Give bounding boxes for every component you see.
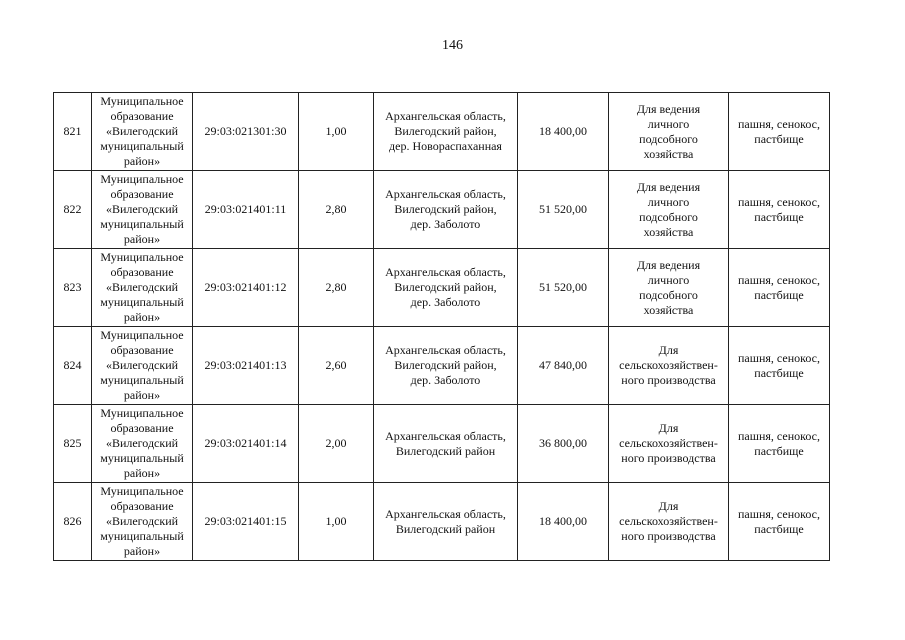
- area-cell: 1,00: [299, 93, 374, 171]
- permitted-use-line: подсобного: [639, 209, 698, 224]
- owner-cell: [92, 327, 193, 405]
- address-line: Архангельская область,: [385, 187, 506, 201]
- land-type-line: пашня, сенокос,: [738, 428, 820, 443]
- cadastral-number-cell: 29:03:021401:14: [193, 405, 299, 483]
- area-cell: 2,80: [299, 171, 374, 249]
- address-cell: [374, 405, 518, 483]
- permitted-use-cell: [609, 327, 729, 405]
- permitted-use-line: подсобного: [639, 287, 698, 302]
- owner-line: район»: [123, 232, 161, 246]
- permitted-use-line: Для: [658, 499, 679, 513]
- owner-cell: [92, 249, 193, 327]
- row-number-cell: 821: [54, 93, 92, 171]
- owner-line: Муниципальное: [100, 406, 184, 420]
- row-number-cell: 825: [54, 405, 92, 483]
- address-cell: [374, 171, 518, 249]
- permitted-use-line: личного: [647, 116, 690, 131]
- permitted-use-line: Для ведения: [636, 179, 701, 194]
- cadastral-number-cell: 29:03:021401:15: [193, 483, 299, 561]
- address-line: Вилегодский район: [395, 521, 496, 536]
- cadastral-value-cell: 51 520,00: [518, 171, 609, 249]
- owner-line: муниципальный: [100, 373, 184, 387]
- address-line: дер. Заболото: [410, 373, 481, 387]
- land-type-line: пашня, сенокос,: [738, 506, 820, 521]
- address-cell: [374, 483, 518, 561]
- permitted-use-line: ного производства: [621, 529, 716, 543]
- address-cell: [374, 93, 518, 171]
- owner-cell: [92, 405, 193, 483]
- land-type-cell: [729, 327, 830, 405]
- row-number-cell: 822: [54, 171, 92, 249]
- cadastral-number-cell: 29:03:021401:11: [193, 171, 299, 249]
- table-row: [54, 249, 830, 327]
- owner-line: район»: [123, 544, 161, 558]
- land-type-line: пашня, сенокос,: [738, 350, 820, 365]
- address-line: Архангельская область,: [385, 506, 506, 521]
- owner-line: Муниципальное: [100, 328, 184, 342]
- permitted-use-line: ного производства: [621, 373, 716, 387]
- permitted-use-line: сельскохозяйствен-: [619, 514, 718, 528]
- owner-line: «Вилегодский: [105, 280, 179, 294]
- permitted-use-line: хозяйства: [643, 146, 694, 161]
- owner-line: муниципальный: [100, 451, 184, 465]
- address-line: Вилегодский район,: [394, 280, 497, 294]
- land-type-cell: [729, 249, 830, 327]
- address-line: Архангельская область,: [385, 428, 506, 443]
- owner-line: «Вилегодский: [105, 202, 179, 216]
- page-number: 146: [442, 38, 463, 53]
- land-type-line: пастбище: [754, 521, 804, 536]
- address-line: Вилегодский район,: [394, 202, 497, 216]
- owner-line: муниципальный: [100, 295, 184, 309]
- address-line: Архангельская область,: [385, 343, 506, 357]
- permitted-use-cell: [609, 405, 729, 483]
- address-line: Архангельская область,: [385, 265, 506, 279]
- owner-cell: [92, 171, 193, 249]
- permitted-use-cell: [609, 249, 729, 327]
- owner-line: «Вилегодский: [105, 436, 179, 450]
- land-type-cell: [729, 405, 830, 483]
- address-line: дер. Новораспаханная: [389, 139, 502, 153]
- table-row: [54, 483, 830, 561]
- area-cell: 1,00: [299, 483, 374, 561]
- cadastral-value-cell: 18 400,00: [518, 93, 609, 171]
- address-line: Вилегодский район,: [394, 358, 497, 372]
- permitted-use-line: личного: [647, 272, 690, 287]
- table-row: [54, 327, 830, 405]
- permitted-use-line: подсобного: [639, 131, 698, 146]
- land-type-cell: [729, 483, 830, 561]
- address-cell: [374, 249, 518, 327]
- cadastral-value-cell: 18 400,00: [518, 483, 609, 561]
- owner-line: образование: [110, 343, 174, 357]
- owner-cell: [92, 93, 193, 171]
- land-type-line: пашня, сенокос,: [738, 194, 820, 209]
- permitted-use-line: сельскохозяйствен-: [619, 358, 718, 372]
- cadastral-value-cell: 47 840,00: [518, 327, 609, 405]
- row-number-cell: 824: [54, 327, 92, 405]
- table-row: [54, 171, 830, 249]
- owner-line: муниципальный: [100, 529, 184, 543]
- cadastral-number-cell: 29:03:021401:12: [193, 249, 299, 327]
- land-type-line: пастбище: [754, 365, 804, 380]
- land-type-line: пастбище: [754, 131, 804, 146]
- owner-line: Муниципальное: [100, 172, 184, 186]
- owner-line: «Вилегодский: [105, 514, 179, 528]
- owner-line: «Вилегодский: [105, 358, 179, 372]
- address-cell: [374, 327, 518, 405]
- owner-line: муниципальный: [100, 139, 184, 153]
- permitted-use-line: Для: [658, 343, 679, 357]
- permitted-use-line: ного производства: [621, 451, 716, 465]
- address-line: дер. Заболото: [410, 295, 481, 309]
- land-registry-table: [53, 92, 830, 561]
- row-number-cell: 826: [54, 483, 92, 561]
- owner-line: район»: [123, 388, 161, 402]
- permitted-use-cell: [609, 483, 729, 561]
- land-type-cell: [729, 171, 830, 249]
- table-row: [54, 93, 830, 171]
- cadastral-value-cell: 51 520,00: [518, 249, 609, 327]
- area-cell: 2,00: [299, 405, 374, 483]
- owner-line: Муниципальное: [100, 94, 184, 108]
- permitted-use-line: Для ведения: [636, 101, 701, 116]
- cadastral-number-cell: 29:03:021401:13: [193, 327, 299, 405]
- owner-line: образование: [110, 421, 174, 435]
- permitted-use-line: Для ведения: [636, 257, 701, 272]
- land-type-cell: [729, 93, 830, 171]
- permitted-use-line: сельскохозяйствен-: [619, 436, 718, 450]
- registry-body: [54, 93, 830, 561]
- cadastral-value-cell: 36 800,00: [518, 405, 609, 483]
- owner-line: район»: [123, 466, 161, 480]
- owner-line: Муниципальное: [100, 250, 184, 264]
- land-type-line: пашня, сенокос,: [738, 272, 820, 287]
- address-line: Вилегодский район: [395, 443, 496, 458]
- permitted-use-cell: [609, 171, 729, 249]
- area-cell: 2,80: [299, 249, 374, 327]
- owner-line: район»: [123, 154, 161, 168]
- address-line: Вилегодский район,: [394, 124, 497, 138]
- land-type-line: пастбище: [754, 443, 804, 458]
- address-line: дер. Заболото: [410, 217, 481, 231]
- owner-line: образование: [110, 499, 174, 513]
- land-type-line: пастбище: [754, 209, 804, 224]
- address-line: Архангельская область,: [385, 109, 506, 123]
- land-type-line: пастбище: [754, 287, 804, 302]
- permitted-use-line: хозяйства: [643, 302, 694, 317]
- permitted-use-line: хозяйства: [643, 224, 694, 239]
- owner-line: муниципальный: [100, 217, 184, 231]
- row-number-cell: 823: [54, 249, 92, 327]
- owner-line: образование: [110, 265, 174, 279]
- permitted-use-cell: [609, 93, 729, 171]
- owner-line: «Вилегодский: [105, 124, 179, 138]
- land-type-line: пашня, сенокос,: [738, 116, 820, 131]
- owner-line: Муниципальное: [100, 484, 184, 498]
- area-cell: 2,60: [299, 327, 374, 405]
- owner-cell: [92, 483, 193, 561]
- owner-line: образование: [110, 109, 174, 123]
- permitted-use-line: личного: [647, 194, 690, 209]
- owner-line: район»: [123, 310, 161, 324]
- cadastral-number-cell: 29:03:021301:30: [193, 93, 299, 171]
- table-row: [54, 405, 830, 483]
- owner-line: образование: [110, 187, 174, 201]
- permitted-use-line: Для: [658, 421, 679, 435]
